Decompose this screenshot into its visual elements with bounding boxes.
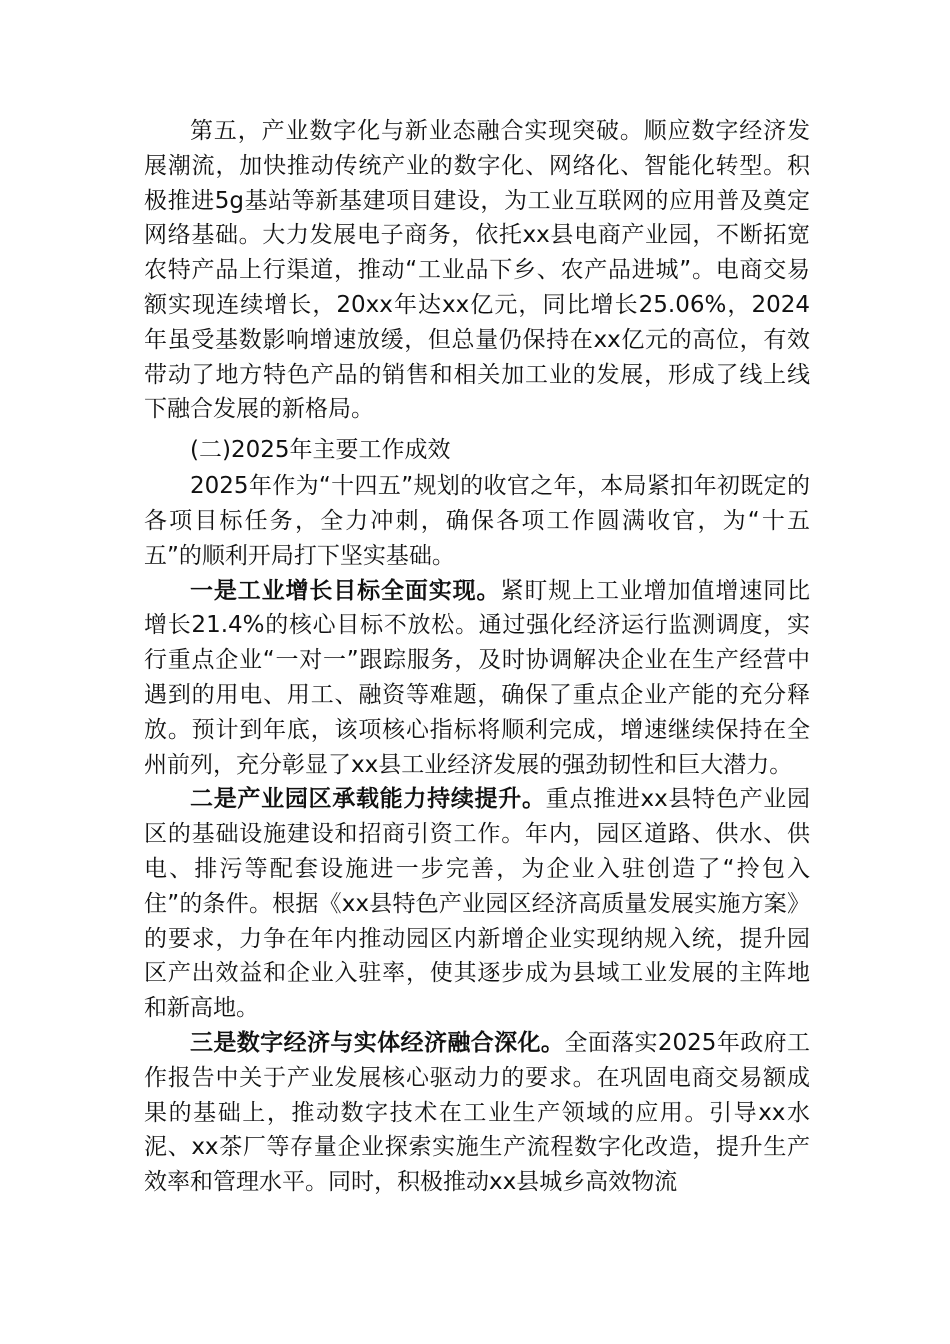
paragraph-lead: 一是工业增长目标全面实现。 [190,577,501,604]
paragraph-text: 重点推进xx县特色产业园区的基础设施建设和招商引资工作。年内，园区道路、供水、供电、排污等配套设施进一步完善，为企业入驻创造了“拎包入住”的条件。根据《xx县特色产业园区经济高质量发展实施方案》的要求，力争在年内推动园区内新增企业实现纳规入统，提升园区产出效益和企业入驻率，使其逐步成为县域工业发展的主阵地和新高地。 [144,786,811,1022]
paragraph-intro: 2025年作为“十四五”规划的收官之年，本局紧扣年初既定的各项目标任务，全力冲刺，确保各项工作圆满收官，为“十五五”的顺利开局打下坚实基础。 [144,473,810,569]
paragraph-item-industrial-park [144,782,810,1026]
paragraph-text: 紧盯规上工业增加值增速同比增长21.4%的核心目标不放松。通过强化经济运行监测调度，实行重点企业“一对一”跟踪服务，及时协调解决企业在生产经营中遇到的用电、用工、融资等难题，确保了重点企业产能的充分释放。预计到年底，该项核心指标将顺利完成，增速继续保持在全州前列，充分彰显了xx县工业经济发展的强劲韧性和巨大潜力。 [144,577,811,778]
paragraph-text: 全面落实2025年政府工作报告中关于产业发展核心驱动力的要求。在巩固电商交易额成果的基础上，推动数字技术在工业生产领域的应用。引导xx水泥、xx茶厂等存量企业探索实施生产流程数字化改造，提升生产效率和管理水平。同时，积极推动xx县城乡高效物流 [144,1029,810,1196]
paragraph-digital-transformation [144,114,810,427]
paragraph-lead: 二是产业园区承载能力持续提升。 [190,786,546,813]
paragraph-item-industrial-growth [144,574,810,783]
document-page [144,114,810,1200]
paragraph-text: 第五，产业数字化与新业态融合实现突破。顺应数字经济发展潮流，加快推动传统产业的数字化、网络化、智能化转型。积极推进5g基站等新基建项目建设，为工业互联网的应用普及奠定网络基础。大力发展电子商务，依托xx县电商产业园，不断拓宽农特产品上行渠道，推动“工业品下乡、农产品进城”。电商交易额实现连续增长，20xx年达xx亿元，同比增长25.06%，2024年虽受基数影响增速放缓，但总量仍保持在xx亿元的高位，有效带动了地方特色产品的销售和相关加工业的发展，形成了线上线下融合发展的新格局。 [144,118,810,423]
section-heading: (二)2025年主要工作成效 [190,437,451,464]
paragraph-lead: 三是数字经济与实体经济融合深化。 [190,1029,565,1056]
paragraph-item-digital-economy [144,1026,810,1200]
